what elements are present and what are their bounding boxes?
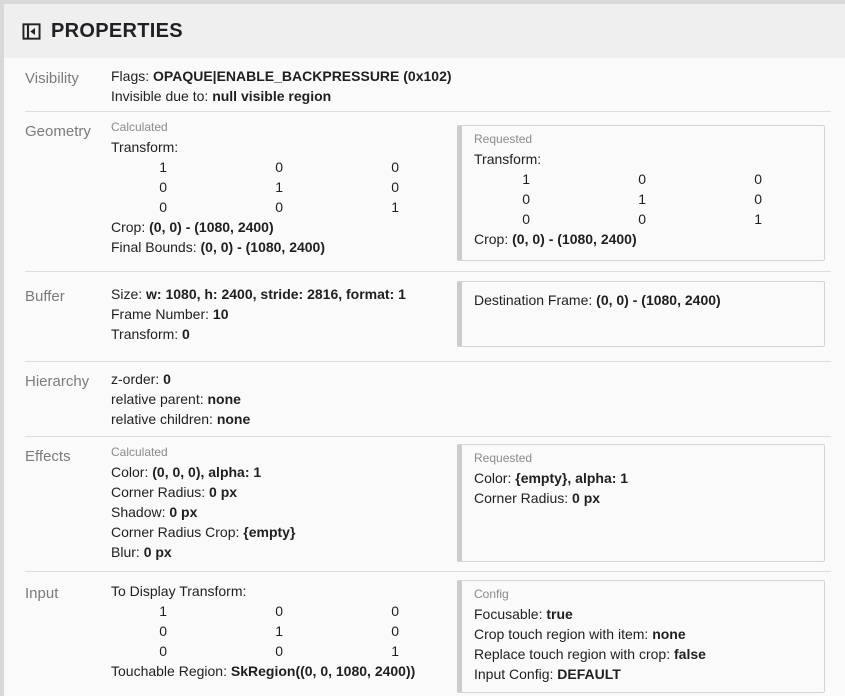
property-row bbox=[111, 462, 457, 482]
matrix-cell: 0 bbox=[754, 171, 762, 187]
section-input bbox=[25, 572, 831, 696]
hierarchy-properties bbox=[111, 369, 457, 429]
matrix-cell: 0 bbox=[391, 623, 399, 639]
property-row bbox=[111, 482, 457, 502]
matrix-cell: 0 bbox=[391, 179, 399, 195]
section-label-input: Input bbox=[25, 585, 59, 602]
group-label: Requested bbox=[474, 132, 533, 146]
group-label: Calculated bbox=[111, 445, 168, 459]
matrix-cell: 1 bbox=[275, 623, 283, 639]
property-name: Corner Radius: bbox=[111, 484, 206, 500]
property-row bbox=[111, 304, 457, 324]
matrix-cell: 0 bbox=[522, 191, 530, 207]
property-name: Final Bounds: bbox=[111, 239, 197, 255]
property-value: false bbox=[674, 646, 706, 662]
property-name: Corner Radius Crop: bbox=[111, 524, 240, 540]
property-value: {empty}, alpha: 1 bbox=[515, 470, 629, 486]
matrix-cell: 0 bbox=[275, 643, 283, 659]
matrix-cell: 0 bbox=[522, 211, 530, 227]
property-name: Destination Frame: bbox=[474, 292, 593, 308]
matrix-cell: 1 bbox=[159, 603, 167, 619]
matrix-cell: 1 bbox=[391, 199, 399, 215]
property-name: Frame Number: bbox=[111, 306, 210, 322]
property-name: Input Config: bbox=[474, 666, 554, 682]
property-row bbox=[111, 542, 457, 562]
property-row bbox=[474, 468, 812, 488]
matrix-cell: 1 bbox=[391, 643, 399, 659]
section-label-hierarchy: Hierarchy bbox=[25, 373, 90, 390]
property-name: Touchable Region: bbox=[111, 663, 227, 679]
section-geometry bbox=[25, 112, 831, 272]
matrix-cell: 0 bbox=[391, 159, 399, 175]
property-row bbox=[111, 137, 457, 157]
property-row bbox=[111, 66, 457, 86]
property-row bbox=[474, 290, 812, 310]
matrix-cell: 0 bbox=[159, 179, 167, 195]
property-row bbox=[111, 502, 457, 522]
property-row bbox=[474, 664, 812, 684]
property-name: Focusable: bbox=[474, 606, 543, 622]
property-row bbox=[111, 237, 457, 257]
property-row bbox=[111, 217, 457, 237]
property-name: Invisible due to: bbox=[111, 88, 209, 104]
property-row bbox=[474, 604, 812, 624]
matrix-cell: 0 bbox=[159, 199, 167, 215]
property-value: 0 bbox=[182, 326, 190, 342]
section-label-effects: Effects bbox=[25, 448, 71, 465]
property-row bbox=[111, 581, 457, 601]
property-value: 10 bbox=[212, 306, 229, 322]
property-row bbox=[111, 284, 457, 304]
property-row bbox=[474, 644, 812, 664]
property-name: relative parent: bbox=[111, 391, 204, 407]
property-value: 0 px bbox=[143, 544, 172, 560]
property-name: z-order: bbox=[111, 371, 160, 387]
section-effects bbox=[25, 437, 831, 572]
property-name: Crop: bbox=[474, 231, 509, 247]
property-row bbox=[474, 488, 812, 508]
property-value: none bbox=[216, 411, 251, 427]
matrix-cell: 0 bbox=[275, 159, 283, 175]
property-row bbox=[111, 522, 457, 542]
matrix-cell: 0 bbox=[275, 603, 283, 619]
property-value: true bbox=[546, 606, 573, 622]
matrix-cell: 0 bbox=[159, 623, 167, 639]
section-label-visibility: Visibility bbox=[25, 70, 79, 87]
property-value: (0, 0) - (1080, 2400) bbox=[596, 292, 721, 308]
transform-matrix bbox=[111, 157, 457, 217]
property-value: (0, 0) - (1080, 2400) bbox=[149, 219, 274, 235]
property-name: Flags: bbox=[111, 68, 150, 84]
property-value: SkRegion((0, 0, 1080, 2400)) bbox=[230, 663, 416, 679]
geometry-requested-box bbox=[457, 125, 825, 261]
property-name: Size: bbox=[111, 286, 143, 302]
matrix-cell: 0 bbox=[754, 191, 762, 207]
property-row bbox=[111, 86, 457, 106]
property-name: Transform: bbox=[111, 326, 179, 342]
left-panel-collapse-icon bbox=[21, 21, 42, 42]
property-name: Shadow: bbox=[111, 504, 166, 520]
property-name: Color: bbox=[111, 464, 149, 480]
property-value: none bbox=[207, 391, 241, 407]
effects-calculated-group bbox=[111, 444, 457, 562]
property-value: (0, 0) - (1080, 2400) bbox=[512, 231, 637, 247]
matrix-cell: 1 bbox=[159, 159, 167, 175]
visibility-properties bbox=[111, 66, 457, 106]
collapse-panel-button[interactable] bbox=[20, 20, 42, 42]
matrix-cell: 0 bbox=[638, 211, 646, 227]
properties-content bbox=[4, 58, 845, 696]
panel-title: PROPERTIES bbox=[51, 19, 183, 42]
property-row bbox=[111, 324, 457, 344]
section-visibility bbox=[25, 58, 831, 112]
buffer-properties bbox=[111, 284, 457, 347]
property-row bbox=[111, 661, 457, 681]
effects-requested-box bbox=[457, 444, 825, 562]
matrix-cell: 0 bbox=[391, 603, 399, 619]
property-row bbox=[474, 229, 812, 249]
section-hierarchy bbox=[25, 362, 831, 437]
property-name: Blur: bbox=[111, 544, 140, 560]
property-value: (0, 0, 0), alpha: 1 bbox=[152, 464, 262, 480]
property-row bbox=[111, 389, 457, 409]
property-name: relative children: bbox=[111, 411, 213, 427]
section-label-buffer: Buffer bbox=[25, 288, 65, 305]
matrix-cell: 0 bbox=[275, 199, 283, 215]
group-label: Config bbox=[474, 587, 509, 601]
property-value: 0 px bbox=[572, 490, 601, 506]
property-value: none bbox=[652, 626, 686, 642]
property-value: w: 1080, h: 2400, stride: 2816, format: 1 bbox=[146, 286, 406, 302]
property-value: (0, 0) - (1080, 2400) bbox=[200, 239, 326, 255]
property-row bbox=[474, 624, 812, 644]
transform-matrix bbox=[111, 601, 457, 661]
property-name: Crop: bbox=[111, 219, 146, 235]
matrix-cell: 1 bbox=[754, 211, 762, 227]
input-config-box bbox=[457, 580, 825, 693]
property-name: To Display Transform: bbox=[111, 583, 247, 599]
section-buffer bbox=[25, 272, 831, 362]
property-value: DEFAULT bbox=[557, 666, 621, 682]
property-row bbox=[111, 369, 457, 389]
property-value: 0 bbox=[163, 371, 171, 387]
property-value: 0 px bbox=[209, 484, 238, 500]
input-properties bbox=[111, 581, 457, 693]
property-row bbox=[111, 409, 457, 429]
buffer-requested-box bbox=[457, 281, 825, 347]
property-name: Color: bbox=[474, 470, 512, 486]
properties-panel bbox=[4, 4, 845, 696]
section-label-geometry: Geometry bbox=[25, 123, 91, 140]
property-name: Transform: bbox=[474, 151, 542, 167]
property-name: Crop touch region with item: bbox=[474, 626, 649, 642]
transform-matrix bbox=[474, 169, 812, 229]
property-value: null visible region bbox=[212, 88, 332, 104]
matrix-cell: 1 bbox=[275, 179, 283, 195]
matrix-cell: 0 bbox=[159, 643, 167, 659]
matrix-cell: 1 bbox=[522, 171, 530, 187]
property-row bbox=[474, 149, 812, 169]
group-label: Calculated bbox=[111, 120, 168, 134]
group-label: Requested bbox=[474, 451, 533, 465]
property-value: 0 px bbox=[169, 504, 198, 520]
property-name: Replace touch region with crop: bbox=[474, 646, 671, 662]
property-name: Transform: bbox=[111, 139, 179, 155]
property-value: {empty} bbox=[243, 524, 296, 540]
property-name: Corner Radius: bbox=[474, 490, 569, 506]
matrix-cell: 0 bbox=[638, 171, 646, 187]
geometry-calculated-group bbox=[111, 119, 457, 261]
matrix-cell: 1 bbox=[638, 191, 646, 207]
property-value: OPAQUE|ENABLE_BACKPRESSURE (0x102) bbox=[153, 68, 452, 84]
properties-header bbox=[4, 4, 845, 58]
